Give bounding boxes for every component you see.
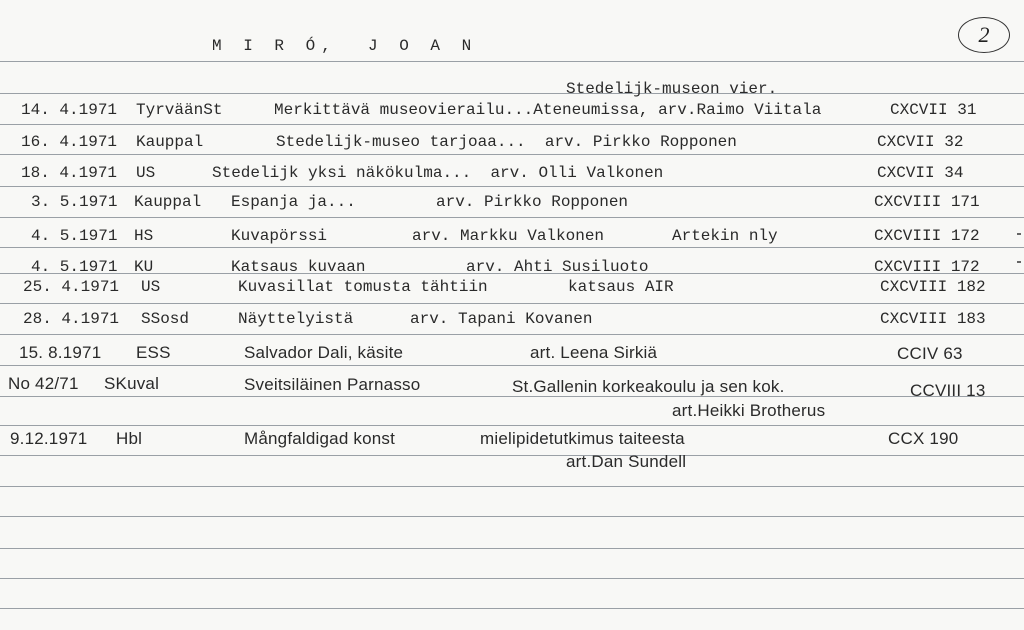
entry-title: Katsaus kuvaan	[231, 258, 366, 276]
entry-ref: CXCVII 32	[877, 133, 964, 151]
ruled-line	[0, 247, 1024, 248]
entry-source: KU	[134, 258, 154, 276]
ruled-line	[0, 303, 1024, 304]
entry-date: No 42/71	[8, 374, 79, 393]
entry-source: Kauppal	[134, 193, 202, 211]
margin-tick	[1017, 233, 1021, 235]
entry-title: Stedelijk-museo tarjoaa... arv. Pirkko Ropponen	[276, 133, 737, 151]
ruled-line	[0, 396, 1024, 397]
artist-name: M I R Ó, J O A N	[212, 37, 478, 55]
entry-note: mielipidetutkimus taiteesta	[480, 429, 685, 448]
entry-note-secondary: art.Dan Sundell	[566, 452, 687, 471]
entry-source: Kauppal	[136, 133, 204, 151]
entry-title: Stedelijk yksi näkökulma... arv. Olli Valkonen	[212, 164, 664, 182]
entry-source: ESS	[136, 343, 171, 362]
ruled-line	[0, 93, 1024, 94]
entry-note: St.Gallenin korkeakoulu ja sen kok.	[512, 377, 785, 396]
entry-ref: CXCVIII 182	[880, 278, 986, 296]
entry-source: US	[141, 278, 161, 296]
entry-title: Sveitsiläinen Parnasso	[244, 375, 421, 394]
entry-ref: CXCVII 34	[877, 164, 964, 182]
entry-title: Näyttelyistä	[238, 310, 354, 328]
entry-date: 25. 4.1971	[23, 278, 120, 296]
entry-date: 14. 4.1971	[21, 101, 118, 119]
entry-note: arv. Pirkko Ropponen	[436, 193, 629, 211]
margin-tick	[1017, 261, 1021, 263]
entry-note: arv. Ahti Susiluoto	[466, 258, 649, 276]
entry-source: HS	[134, 227, 154, 245]
ruled-line	[0, 365, 1024, 366]
entry-ref: CCIV 63	[897, 344, 963, 363]
ruled-line	[0, 548, 1024, 549]
entry-note: arv. Tapani Kovanen	[410, 310, 593, 328]
entry-title: Kuvapörssi	[231, 227, 328, 245]
entry-source: SKuval	[104, 374, 160, 393]
entry-extra: Artekin nly	[672, 227, 778, 245]
entry-ref: CXCVIII 172	[874, 258, 980, 276]
entry-title: Salvador Dali, käsite	[244, 343, 404, 362]
entry-date: 3. 5.1971	[31, 193, 118, 211]
entry-ref: CXCVIII 172	[874, 227, 980, 245]
entry-source: Hbl	[116, 429, 143, 448]
ruled-line	[0, 455, 1024, 456]
entry-source: TyrväänSt	[136, 101, 223, 119]
entry-title-above: Stedelijk-museon vier.	[566, 80, 778, 98]
ruled-line	[0, 217, 1024, 218]
entry-ref: CCX 190	[888, 429, 959, 448]
entry-source: US	[136, 164, 156, 182]
entry-ref: CCVIII 13	[910, 381, 986, 400]
ruled-line	[0, 425, 1024, 426]
entry-note: arv. Markku Valkonen	[412, 227, 605, 245]
entry-title: Merkittävä museovierailu...Ateneumissa, arv.Raimo Viitala	[274, 101, 822, 119]
ruled-line	[0, 608, 1024, 609]
entry-note: art. Leena Sirkiä	[530, 343, 658, 362]
entry-title: Mångfaldigad konst	[244, 429, 396, 448]
entry-date: 4. 5.1971	[31, 258, 118, 276]
ruled-line	[0, 154, 1024, 155]
entry-date: 4. 5.1971	[31, 227, 118, 245]
card-number: 2	[958, 17, 1010, 53]
ruled-line	[0, 61, 1024, 62]
entry-date: 18. 4.1971	[21, 164, 118, 182]
ruled-line	[0, 516, 1024, 517]
ruled-line	[0, 334, 1024, 335]
entry-date: 9.12.1971	[10, 429, 88, 448]
entry-ref: CXCVIII 183	[880, 310, 986, 328]
entry-date: 15. 8.1971	[19, 343, 102, 362]
entry-date: 28. 4.1971	[23, 310, 120, 328]
entry-title: Espanja ja...	[231, 193, 356, 211]
ruled-line	[0, 578, 1024, 579]
entry-ref: CXCVIII 171	[874, 193, 980, 211]
entry-source: SSosd	[141, 310, 190, 328]
ruled-line	[0, 186, 1024, 187]
entry-note: katsaus AIR	[568, 278, 674, 296]
entry-title: Kuvasillat tomusta tähtiin	[238, 278, 488, 296]
ruled-line	[0, 124, 1024, 125]
ruled-line	[0, 486, 1024, 487]
entry-ref: CXCVII 31	[890, 101, 977, 119]
entry-note-secondary: art.Heikki Brotherus	[672, 401, 826, 420]
entry-date: 16. 4.1971	[21, 133, 118, 151]
